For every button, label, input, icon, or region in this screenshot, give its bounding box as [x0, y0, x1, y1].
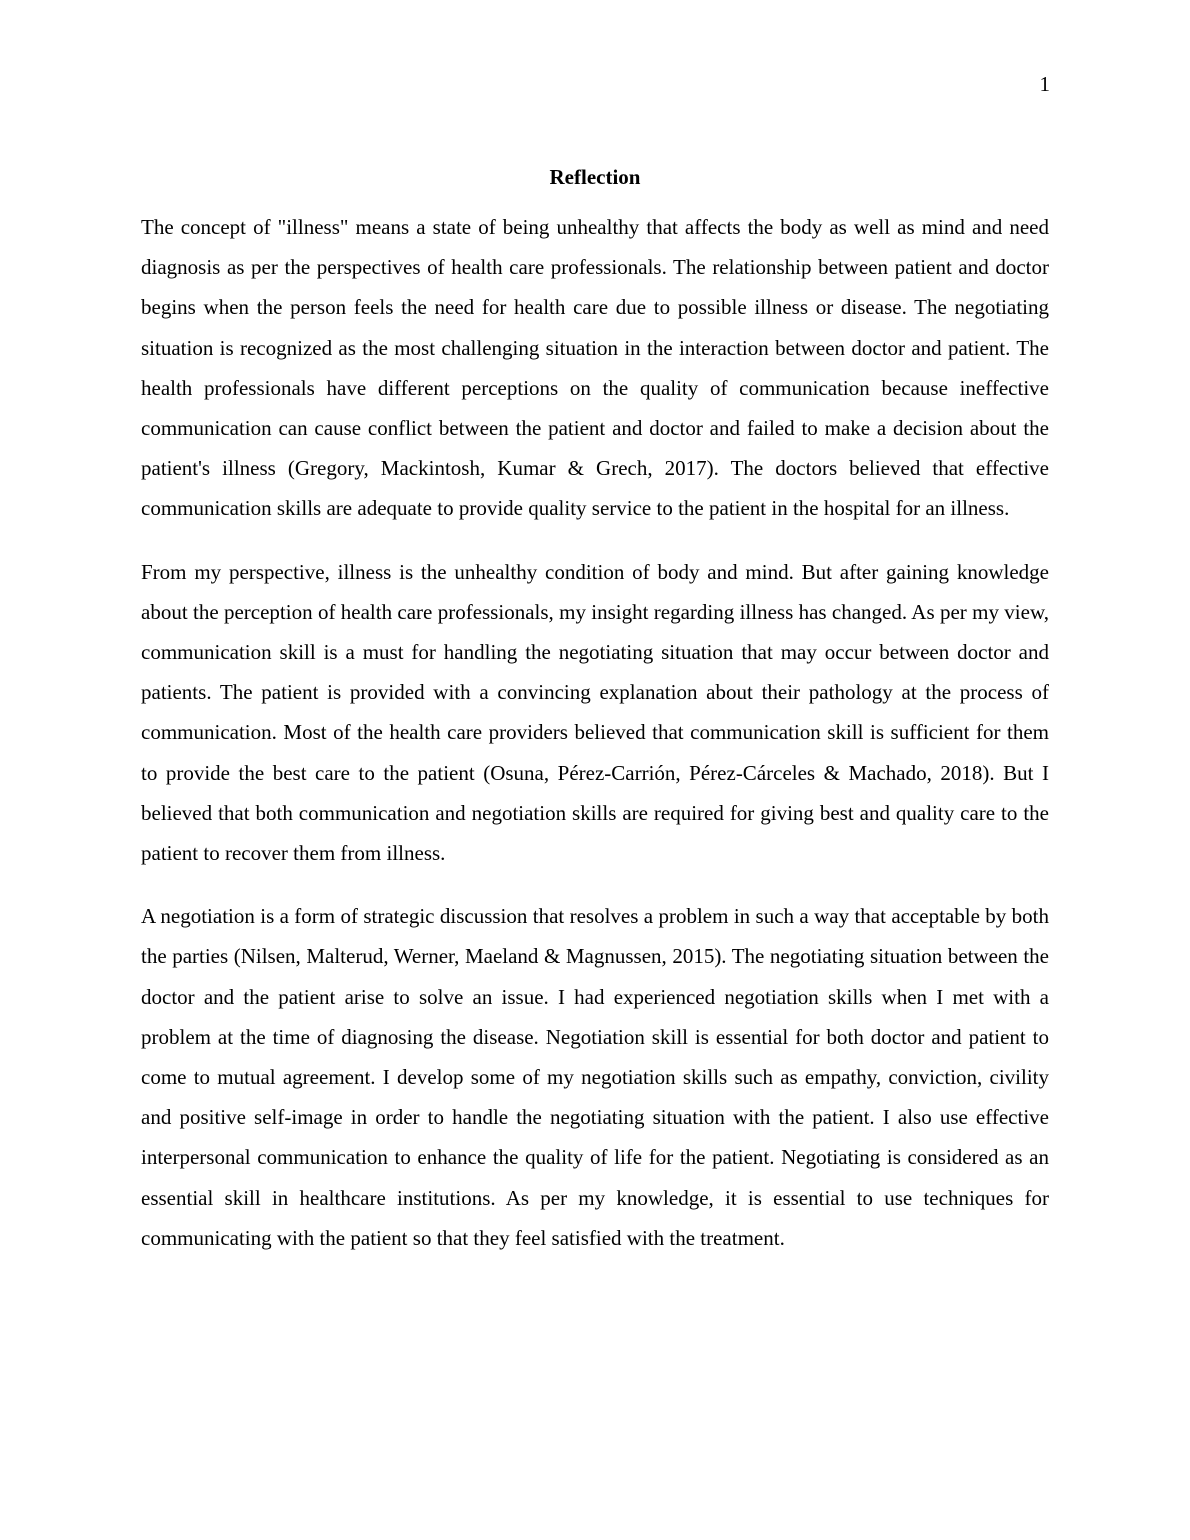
paragraph: From my perspective, illness is the unhealthy condition of body and mind. But after gaining knowledge about the perception of health care professionals, my insight regarding illness has changed. As per my view, communication skill is a must for handling the negotiating situation that may occur between doctor and patients. The patient is provided with a convincing explanation about their pathology at the process of communication. Most of the health care providers believed that communication skill is sufficient for them to provide the best care to the patient (Osuna, Pérez-Carrión, Pérez-Cárceles & Machado, 2018). But I believed that both communication and negotiation skills are required for giving best and quality care to the patient to recover them from illness. [141, 559, 1049, 866]
document-body [141, 207, 1049, 1281]
document-title: Reflection [549, 165, 641, 189]
paragraph: The concept of "illness" means a state of being unhealthy that affects the body as well as mind and need diagnosis as per the perspectives of health care professionals. The relationship between patient and doctor begins when the person feels the need for health care due to possible illness or disease. The negotiating situation is recognized as the most challenging situation in the interaction between doctor and patient. The health professionals have different perceptions on the quality of communication because ineffective communication can cause conflict between the patient and doctor and failed to make a decision about the patient's illness (Gregory, Mackintosh, Kumar & Grech, 2017). The doctors believed that effective communication skills are adequate to provide quality service to the patient in the hospital for an illness. [141, 215, 1049, 521]
paragraph: A negotiation is a form of strategic discussion that resolves a problem in such a way that acceptable by both the parties (Nilsen, Malterud, Werner, Maeland & Magnussen, 2015). The negotiating situation between the doctor and the patient arise to solve an issue. I had experienced negotiation skills when I met with a problem at the time of diagnosing the disease. Negotiation skill is essential for both doctor and patient to come to mutual agreement. I develop some of my negotiation skills such as empathy, conviction, civility and positive self-image in order to handle the negotiating situation with the patient. I also use effective interpersonal communication to enhance the quality of life for the patient. Negotiating is considered as an essential skill in healthcare institutions. As per my knowledge, it is essential to use techniques for communicating with the patient so that they feel satisfied with the treatment. [141, 904, 1049, 1250]
page-number: 1 [1039, 72, 1050, 96]
